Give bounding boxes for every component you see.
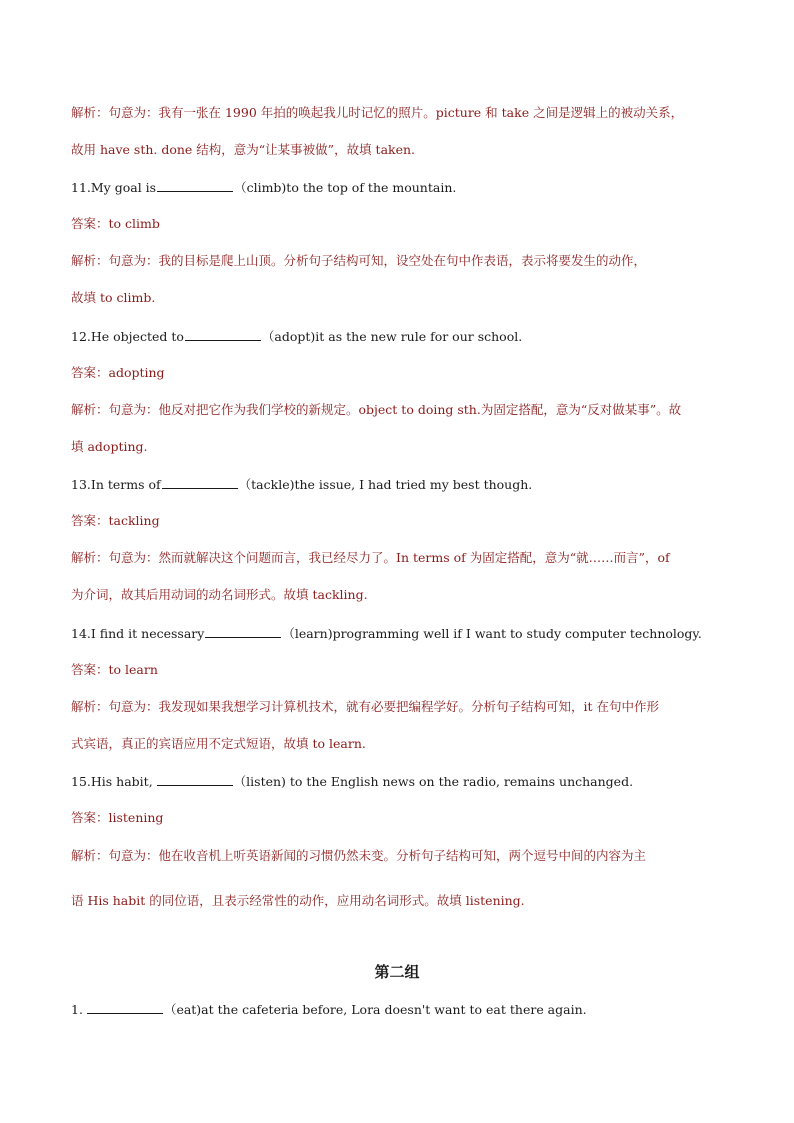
question-11-prefix: 11.My goal is	[71, 180, 157, 195]
question-15-blank[interactable]	[157, 772, 233, 786]
question-13	[71, 475, 731, 494]
analysis-13-line-1: 解析：句意为：然而就解决这个问题而言，我已经尽力了。In terms of 为固定搭配，意为“就……而言”，of	[71, 550, 670, 565]
analysis-11-line-1: 解析：句意为：我的目标是爬上山顶。分析句子结构可知，设空处在句中作表语，表示将要发生的动作，	[71, 253, 647, 268]
question-13-blank[interactable]	[162, 475, 238, 489]
question-14-blank[interactable]	[205, 624, 281, 638]
answer-12: 答案：adopting	[71, 365, 165, 380]
question-12-suffix: （adopt)it as the new rule for our school.	[261, 329, 523, 344]
question-11	[71, 178, 731, 197]
answer-11: 答案：to climb	[71, 216, 160, 231]
question-12-prefix: 12.He objected to	[71, 329, 184, 344]
analysis-12-line-1: 解析：句意为：他反对把它作为我们学校的新规定。object to doing sth.为固定搭配，意为“反对做某事”。故	[71, 402, 682, 417]
group-2-heading: 第二组	[374, 963, 420, 981]
analysis-14-line-1: 解析：句意为：我发现如果我想学习计算机技术，就有必要把编程学好。分析句子结构可知，it 在句中作形	[71, 699, 659, 714]
question-13-prefix: 13.In terms of	[71, 477, 161, 492]
analysis-11-line-2: 故填 to climb.	[71, 290, 156, 305]
answer-13: 答案：tackling	[71, 513, 160, 528]
analysis-14-line-2: 式宾语，真正的宾语应用不定式短语，故填 to learn.	[71, 736, 366, 751]
question-12	[71, 327, 731, 346]
group-2-question-1-prefix: 1.	[71, 1002, 83, 1017]
analysis-15-line-1: 解析：句意为：他在收音机上听英语新闻的习惯仍然未变。分析句子结构可知，两个逗号中间的内容为主	[71, 848, 647, 863]
answer-15: 答案：listening	[71, 810, 164, 825]
analysis-13-line-2: 为介词，故其后用动词的动名词形式。故填 tackling.	[71, 587, 368, 602]
question-11-blank[interactable]	[157, 178, 233, 192]
analysis-15-line-2: 语 His habit 的同位语，且表示经常性的动作，应用动名词形式。故填 listening.	[71, 893, 525, 908]
question-13-suffix: （tackle)the issue, I had tried my best though.	[238, 477, 533, 492]
group-2-question-1-blank[interactable]	[87, 1000, 163, 1014]
question-12-blank[interactable]	[185, 327, 261, 341]
question-15	[71, 772, 731, 791]
question-14-prefix: 14.I find it necessary	[71, 626, 205, 641]
prev-analysis-line-1: 解析：句意为：我有一张在 1990 年拍的唤起我儿时记忆的照片。picture 和 take 之间是逻辑上的被动关系，	[71, 105, 684, 120]
group-2-question-1-suffix: （eat)at the cafeteria before, Lora doesn't want to eat there again.	[163, 1002, 587, 1017]
question-11-suffix: （climb)to the top of the mountain.	[234, 180, 457, 195]
answer-14: 答案：to learn	[71, 662, 158, 677]
question-15-prefix: 15.His habit,	[71, 774, 153, 789]
analysis-12-line-2: 填 adopting.	[71, 439, 148, 454]
prev-analysis-line-2: 故用 have sth. done 结构，意为“让某事被做”，故填 taken.	[71, 142, 416, 157]
question-15-suffix: （listen) to the English news on the radio, remains unchanged.	[233, 774, 634, 789]
question-14-suffix: （learn)programming well if I want to study computer technology.	[282, 626, 702, 641]
group-2-question-1	[71, 1000, 731, 1019]
question-14	[71, 624, 731, 643]
